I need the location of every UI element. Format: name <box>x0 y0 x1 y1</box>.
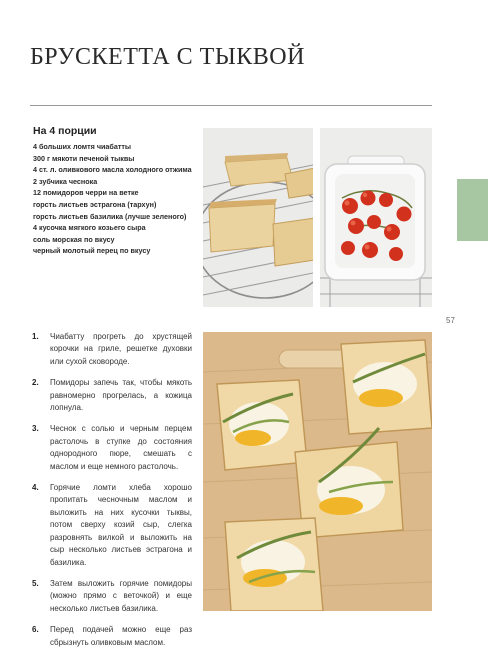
step-text: Чиабатту прогреть до хрустящей корочки на гриле, решетке духовки или сухой сковороде. <box>50 332 192 366</box>
step-text: Горячие ломти хлеба хорошо пропитать чесночным маслом и выложить на них кусочки тыквы, потом сверху козий сыр, слегка разровнять вилкой и выложить на сыр несколько листьев эстрагона и базилика. <box>50 483 192 567</box>
ingredient-item: 2 зубчика чеснока <box>33 176 98 186</box>
step-text: Перед подачей можно еще раз сбрызнуть оливковым маслом. <box>50 625 192 647</box>
step-number: 3. <box>32 424 39 434</box>
recipe-title: БРУСКЕТТА С ТЫКВОЙ <box>30 44 305 70</box>
step-item <box>32 377 192 414</box>
ingredient-item: черный молотый перец по вкусу <box>33 246 151 256</box>
step-item <box>32 624 192 649</box>
ingredient-item: 300 г мякоти печеной тыквы <box>33 153 135 163</box>
step-item <box>32 578 192 615</box>
ingredients-list <box>33 141 192 257</box>
ingredient-item: горсть листьев эстрагона (тархун) <box>33 199 157 209</box>
ingredient-item: 4 ст. л. оливкового масла холодного отжима <box>33 165 192 175</box>
step-text: Помидоры запечь так, чтобы мякоть равномерно прогрелась, а кожица лопнула. <box>50 378 192 413</box>
step-item <box>32 423 192 473</box>
ingredient-item: 4 кусочка мягкого козьего сыра <box>33 223 146 233</box>
photo-roasted-tomatoes <box>320 128 432 307</box>
step-item <box>32 482 192 569</box>
ingredient-item: 4 больших ломтя чиабатты <box>33 142 132 151</box>
title-divider <box>30 105 432 106</box>
step-number: 2. <box>32 378 39 388</box>
portions-heading: На 4 порции <box>33 125 97 137</box>
photo-bruschetta-board <box>203 332 432 611</box>
ingredient-item: 12 помидоров черри на ветке <box>33 188 139 198</box>
photo-toasted-bread <box>203 128 313 307</box>
ingredient-item: горсть листьев базилика (лучше зеленого) <box>33 211 187 221</box>
page-number: 57 <box>446 316 455 325</box>
step-item <box>32 331 192 368</box>
step-text: Чеснок с солью и черным перцем растолочь в ступке до состояния однородного пюре, смешать с маслом и еще немного растолочь. <box>50 424 192 471</box>
step-number: 1. <box>32 332 39 341</box>
ingredient-item: соль морская по вкусу <box>33 234 115 244</box>
step-number: 4. <box>32 483 39 493</box>
step-number: 6. <box>32 625 39 635</box>
step-number: 5. <box>32 578 39 588</box>
section-color-tab <box>457 179 488 241</box>
step-text: Затем выложить горячие помидоры (можно прямо с веточкой) и еще несколько листьев базилика. <box>50 578 192 613</box>
steps-list <box>32 331 192 658</box>
